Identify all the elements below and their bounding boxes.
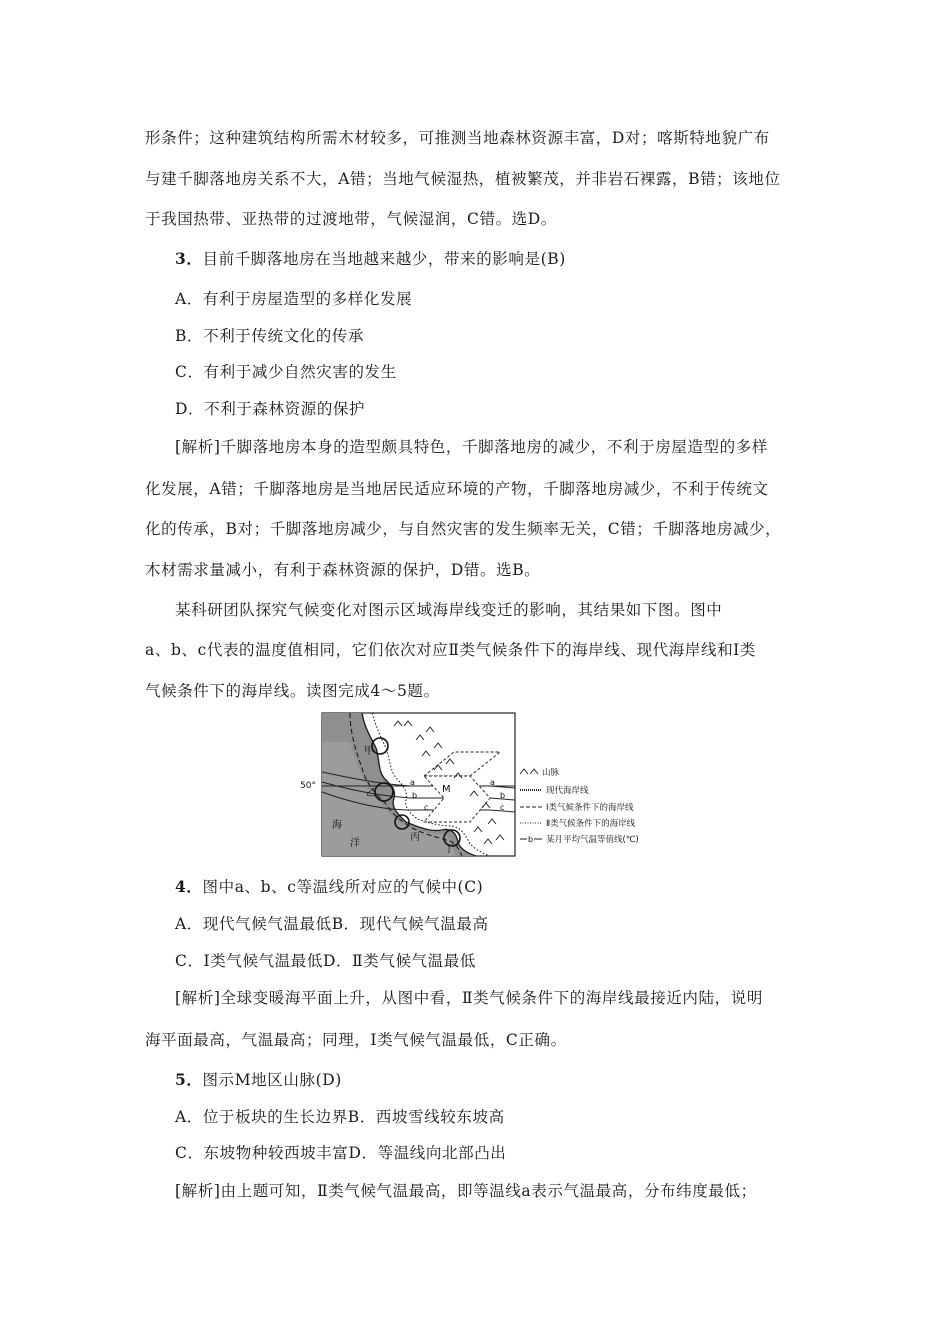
analysis-line: [解析]千脚落地房本身的造型颇具特色，千脚落地房的减少，不利于房屋造型的多样: [175, 438, 768, 456]
option-ab: A．现代气候气温最低B．现代气候气温最高: [175, 915, 489, 933]
isotherm-label-a-east: a: [490, 778, 495, 787]
isotherm-label-b-east: b: [500, 791, 506, 800]
label-m: M: [442, 784, 451, 795]
question-4: [175, 877, 483, 897]
question-number: 3．: [175, 249, 203, 268]
legend-mountain: 山脉: [542, 768, 560, 778]
option-cd: C．东坡物种较西坡丰富D．等温线向北部凸出: [175, 1144, 507, 1162]
isotherm-label-c: c: [424, 803, 429, 812]
coastline-map: [300, 712, 680, 858]
option-b: B．不利于传统文化的传承: [175, 327, 365, 345]
latitude-label: 50°: [300, 781, 316, 791]
coastline-map-figure: [300, 712, 680, 858]
option-ab: A．位于板块的生长边界B．西坡雪线较东坡高: [175, 1108, 505, 1126]
label-sea-1: 海: [332, 820, 342, 831]
legend-modern-coast: 现代海岸线: [546, 786, 589, 796]
analysis-line: 化的传承，B对；千脚落地房减少，与自然灾害的发生频率无关，C错；千脚落地房减少，: [145, 520, 782, 538]
question-3: [175, 249, 566, 269]
text-line: 形条件；这种建筑结构所需木材较多，可推测当地森林资源丰富，D对；喀斯特地貌广布: [145, 129, 770, 147]
label-yi: 乙: [366, 788, 376, 799]
text-line: 于我国热带、亚热带的过渡地带，气候湿润，C错。选D。: [145, 210, 557, 228]
label-ding: 丁: [444, 844, 454, 855]
intro-line: 气候条件下的海岸线。读图完成4～5题。: [145, 682, 440, 700]
question-stem: 目前千脚落地房在当地越来越少，带来的影响是(B): [202, 250, 566, 268]
option-cd: C．Ⅰ类气候气温最低D．Ⅱ类气候气温最低: [175, 952, 476, 970]
label-jia: 甲: [364, 746, 374, 757]
legend-class-i: Ⅰ类气候条件下的海岸线: [546, 803, 634, 813]
isotherm-label-b: b: [412, 791, 418, 800]
legend-isotherm: 某月平均气温等值线(℃): [546, 835, 639, 845]
question-5: [175, 1070, 342, 1090]
option-a: A．有利于房屋造型的多样化发展: [175, 290, 413, 308]
isotherm-label-c-east: c: [500, 803, 505, 812]
question-number: 4．: [175, 877, 203, 896]
option-c: C．有利于减少自然灾害的发生: [175, 363, 397, 381]
intro-line: 某科研团队探究气候变化对图示区域海岸线变迁的影响，其结果如下图。图中: [175, 601, 723, 619]
analysis-line: 化发展，A错；千脚落地房是当地居民适应环境的产物，千脚落地房减少，不利于传统文: [145, 480, 769, 498]
label-bing: 丙: [410, 832, 420, 843]
question-number: 5．: [175, 1070, 203, 1089]
legend-isotherm-b: b: [528, 835, 534, 844]
label-sea-2: 洋: [350, 838, 360, 849]
text-line: 与建千脚落地房关系不大，A错；当地气候湿热，植被繁茂，并非岩石裸露，B错；该地位: [145, 170, 781, 188]
question-stem: 图示M地区山脉(D): [202, 1071, 342, 1089]
intro-line: a、b、c代表的温度值相同，它们依次对应Ⅱ类气候条件下的海岸线、现代海岸线和Ⅰ类: [145, 641, 757, 659]
analysis-line: [解析]由上题可知，Ⅱ类气候气温最高，即等温线a表示气温最高，分布纬度最低；: [175, 1182, 757, 1200]
analysis-line: [解析]全球变暖海平面上升，从图中看，Ⅱ类气候条件下的海岸线最接近内陆，说明: [175, 989, 763, 1007]
legend-mountain-icon: [520, 769, 538, 774]
legend-class-ii: Ⅱ类气候条件下的海岸线: [546, 819, 636, 829]
question-stem: 图中a、b、c等温线所对应的气候中(C): [202, 878, 484, 896]
analysis-line: 木材需求量减小，有利于森林资源的保护，D错。选B。: [145, 561, 541, 579]
analysis-line: 海平面最高，气温最高；同理，Ⅰ类气候气温最低，C正确。: [145, 1031, 567, 1049]
map-legend: [520, 767, 639, 845]
isotherm-label-a: a: [410, 778, 415, 787]
option-d: D．不利于森林资源的保护: [175, 400, 366, 418]
